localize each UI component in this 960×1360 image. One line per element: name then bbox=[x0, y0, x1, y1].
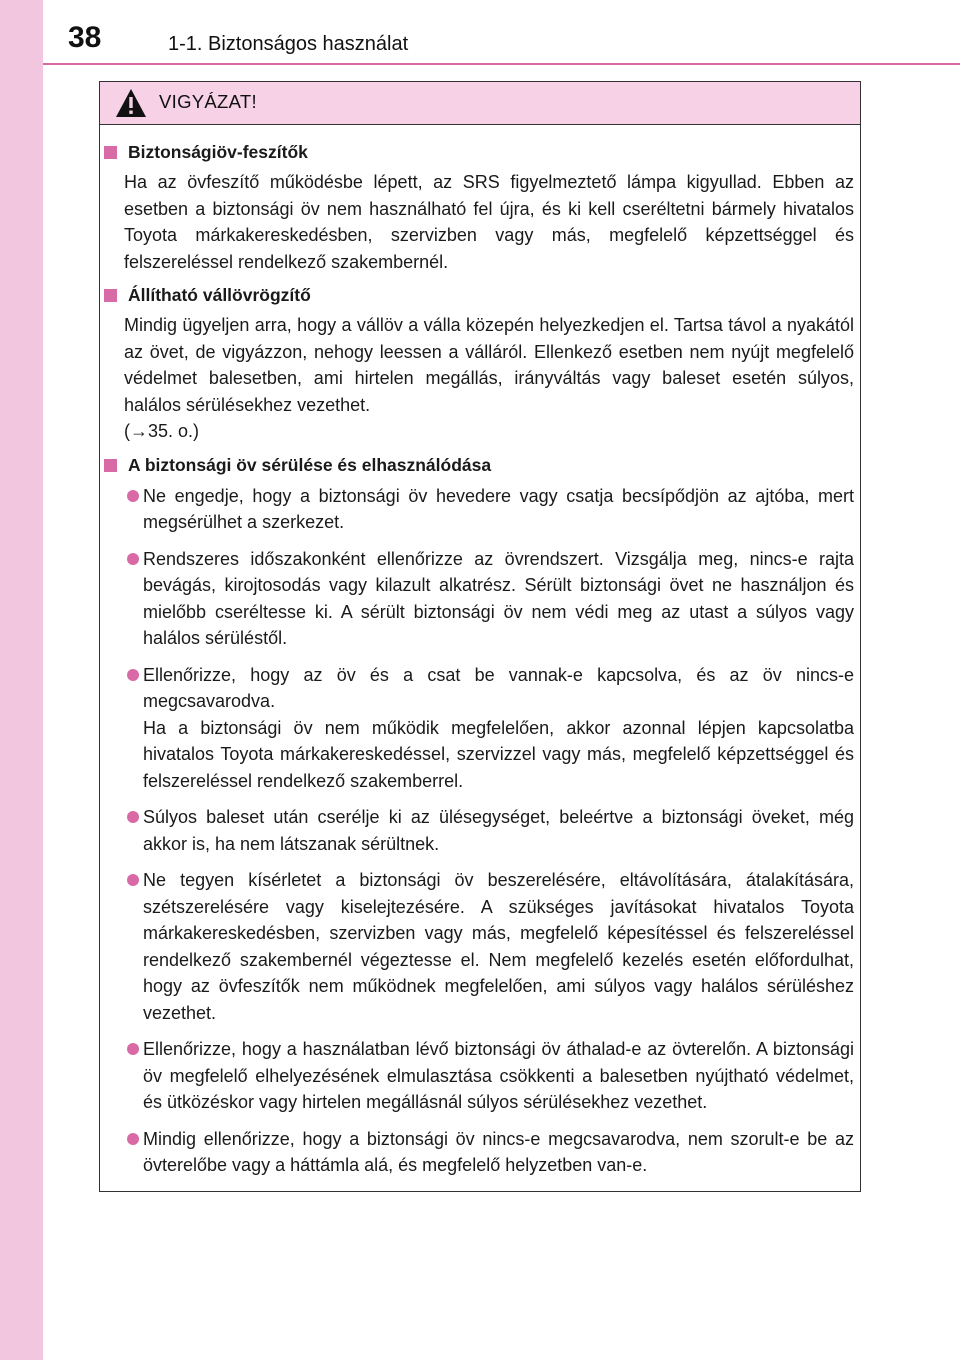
list-item-text: Ne engedje, hogy a biztonsági öv hevedere vagy csatja becsípődjön az ajtóba, mert megsérülhet a szerkezet. bbox=[143, 485, 854, 532]
section-heading bbox=[100, 453, 854, 478]
round-bullet-icon bbox=[127, 811, 139, 823]
square-bullet-icon bbox=[104, 289, 117, 302]
warning-box bbox=[99, 81, 861, 1192]
header-divider bbox=[43, 63, 960, 65]
list-item bbox=[100, 804, 854, 857]
page-reference: (→35. o.) bbox=[124, 421, 200, 441]
list-item-text: Mindig ellenőrizze, hogy a biztonsági öv nincs-e megcsavarodva, nem szorult-e be az övterelőbe vagy a háttámla alá, és megfelelő helyzetben van-e. bbox=[143, 1128, 854, 1175]
round-bullet-icon bbox=[127, 1133, 139, 1145]
square-bullet-icon bbox=[104, 146, 117, 159]
list-item bbox=[100, 867, 854, 1026]
warning-title: VIGYÁZAT! bbox=[159, 91, 257, 112]
list-item-text: Ellenőrizze, hogy az öv és a csat be vannak-e kapcsolva, és az öv nincs-e megcsavarodva. bbox=[143, 664, 854, 711]
paragraph-text: Mindig ügyeljen arra, hogy a vállöv a vállа közepén helyezkedjen el. Tartsa távol a nyakától az övet, de vigyázzon, nehogy leessen a válláról. Ellenkező esetben nem nyújt megfelelő védelmet balesetben, ami hirtelen megállás, irányváltás vagy baleset esetén súlyos, halálos sérülésekhez vezethet. bbox=[124, 315, 854, 415]
round-bullet-icon bbox=[127, 874, 139, 886]
list-item bbox=[100, 1126, 854, 1179]
round-bullet-icon bbox=[127, 669, 139, 681]
warning-body bbox=[100, 125, 860, 1179]
warning-triangle-icon bbox=[115, 88, 147, 118]
list-item-text: Ellenőrizze, hogy a használatban lévő biztonsági öv áthalad-e az övterelőn. A biztonsági öv megfelelő elhelyezésének elmulasztása csökkenti a balesetben nyújtható védelmet, és ütközéskor vagy hirtelen megállásnál súlyos sérülésekhez vezethet. bbox=[143, 1039, 854, 1112]
list-item bbox=[100, 483, 854, 536]
list-item bbox=[100, 662, 854, 795]
section-heading-text: Biztonságiöv-feszítők bbox=[128, 142, 308, 162]
section-heading-text: A biztonsági öv sérülése és elhasználódása bbox=[128, 454, 492, 475]
section-heading-text: Állítható vállövrögzítő bbox=[128, 285, 311, 305]
list-item-text: Rendszeres időszakonként ellenőrizze az övrendszert. Vizsgálja meg, nincs-e rajta bevágás, kirojtosodás vagy kilazult alkatrész. Sérült biztonsági övet ne használjon és mielőbb cseréltesse ki. A sérült biztonsági öv nem védi meg az utast a súlyos vagy halálos sérüléstől. bbox=[143, 548, 854, 648]
page-sidebar-tab bbox=[0, 0, 43, 1360]
round-bullet-icon bbox=[127, 1043, 139, 1055]
list-item-text: Ne tegyen kísérletet a biztonsági öv beszerelésére, eltávolítására, átalakítására, szétszerelésére vagy kiselejtezésére. A szükséges javításokat hivatalos Toyota márkakereskedésben, szervizben vagy más, megfelelő képesítéssel és felszereléssel rendelkező szakembernél végeztesse el. Nem megfelelő kezelés esetén előfordulhat, hogy az övfeszítők nem működnek megfelelően, ami súlyos vagy halálos sérüléshez vezethet. bbox=[143, 870, 854, 1023]
list-item-extra-text: Ha a biztonsági öv nem működik megfelelően, akkor azonnal lépjen kapcsolatba hivatalos Toyota márkakereskedéssel, szervizzel vagy más, megfelelő képzettséggel és felszereléssel rendelkező szakemberrel. bbox=[143, 717, 854, 791]
round-bullet-icon bbox=[127, 490, 139, 502]
section-paragraph bbox=[100, 312, 854, 445]
section-heading bbox=[100, 283, 854, 308]
round-bullet-icon bbox=[127, 553, 139, 565]
list-item bbox=[100, 1036, 854, 1116]
page-number: 38 bbox=[68, 21, 102, 54]
section-heading bbox=[100, 140, 854, 165]
section-paragraph: Ha az övfeszítő működésbe lépett, az SRS figyelmeztető lámpa kigyullad. Ebben az esetben a biztonsági öv nem használható fel újra, és ki kell cseréltetni bármely hivatalos Toyota márkakereskedésben, szervizben vagy más, megfelelő képzettséggel és felszereléssel rendelkező szakembernél. bbox=[124, 172, 854, 272]
list-item bbox=[100, 546, 854, 652]
warning-header bbox=[100, 82, 860, 125]
section-title: 1-1. Biztonságos használat bbox=[168, 33, 409, 55]
list-item-text: Súlyos baleset után cserélje ki az ülésegységet, beleértve a biztonsági öveket, még akkor is, ha nem látszanak sérültnek. bbox=[143, 807, 854, 854]
square-bullet-icon bbox=[104, 459, 117, 472]
